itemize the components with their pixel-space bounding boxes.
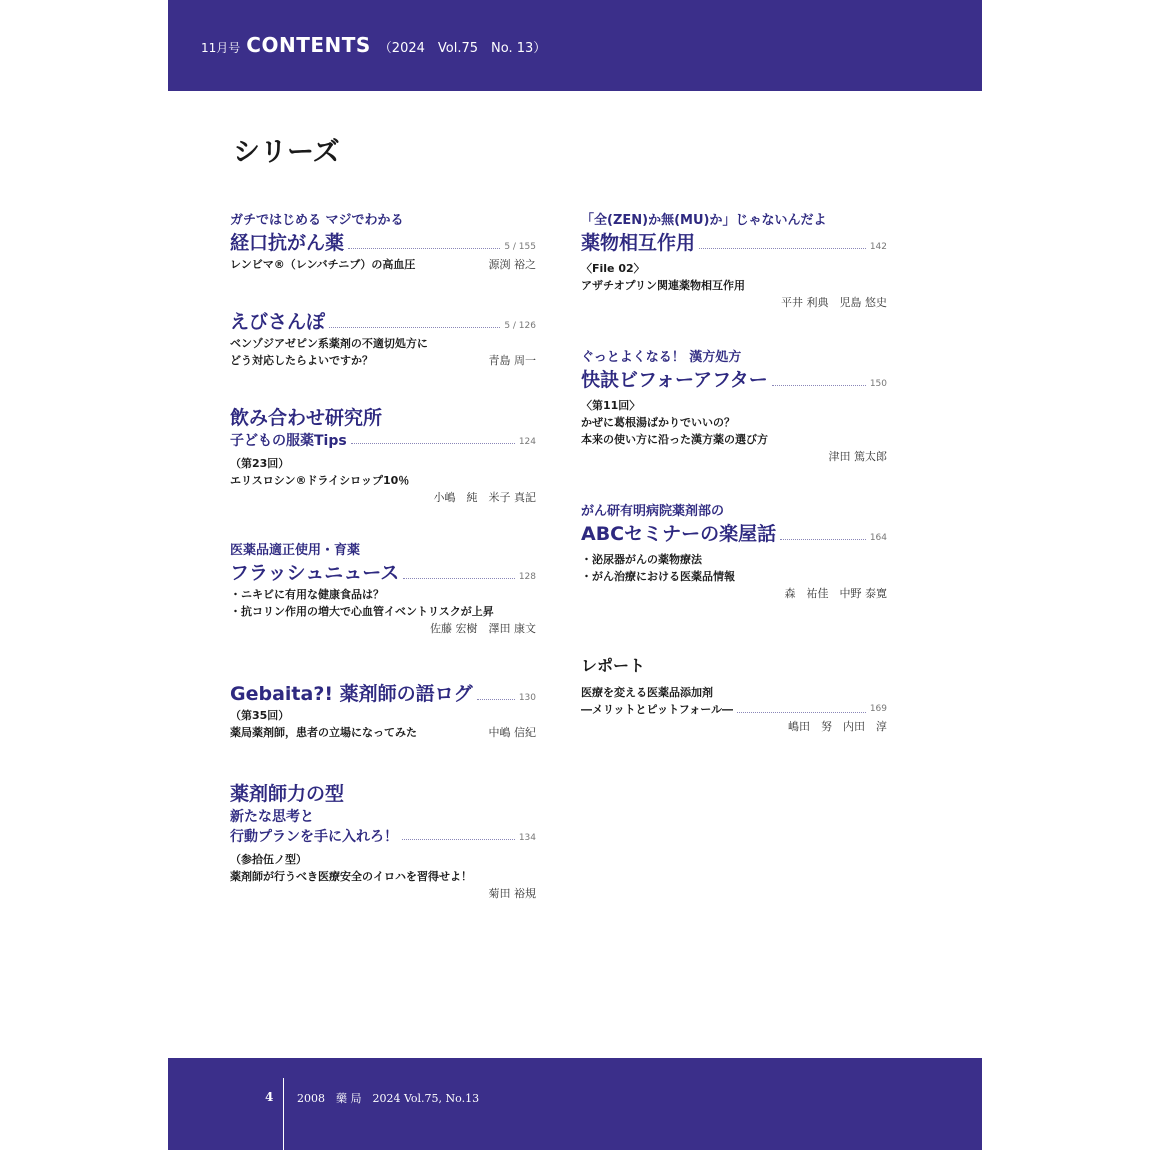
entry-desc: （第23回） <box>230 457 290 470</box>
entry-subtitle: 子どもの服薬Tips <box>230 433 347 449</box>
entry-desc: レンビマ®（レンバチニブ）の高血圧 <box>230 258 416 271</box>
entry-title: 快訣ビフォーアフター <box>581 369 768 391</box>
entry-title: Gebaita?! 薬剤師の語ログ <box>230 683 473 705</box>
entry-author: 菊田 裕規 <box>488 887 536 900</box>
report-heading: レポート <box>581 656 646 675</box>
volume-info: （2024 Vol.75 No. 13） <box>378 41 547 56</box>
page-number: 4 <box>265 1090 274 1104</box>
entry-abc-seminar[interactable] <box>581 503 887 602</box>
entry-title: えびさんぽ <box>230 311 326 333</box>
entry-desc: 本来の使い方に沿った漢方薬の選び方 <box>581 433 768 446</box>
entry-eyebrow: 医薬品適正使用・育薬 <box>230 543 361 558</box>
entry-ebisanpo[interactable] <box>230 309 536 369</box>
footer-divider <box>283 1078 284 1150</box>
entry-desc: 薬局薬剤師，患者の立場になってみた <box>230 726 417 739</box>
header-title <box>201 33 546 57</box>
entry-title: 薬物相互作用 <box>581 232 696 254</box>
entry-desc: ベンゾジアゼピン系薬剤の不適切処方に <box>230 337 428 350</box>
page-ref: 164 <box>869 533 887 543</box>
entry-title: ABCセミナーの楽屋話 <box>581 523 777 545</box>
page-ref: 5 / 155 <box>504 242 536 252</box>
entry-drug-interaction[interactable] <box>581 212 887 311</box>
entry-pharmacist-kata[interactable] <box>230 781 536 902</box>
entry-eyebrow: がん研有明病院薬剤部の <box>581 504 725 519</box>
leader-dots <box>351 443 515 444</box>
entry-oral-anticancer[interactable] <box>230 212 536 273</box>
entry-title: 飲み合わせ研究所 <box>230 407 383 429</box>
entry-kampo[interactable] <box>581 349 887 465</box>
page-ref: 124 <box>518 437 536 447</box>
entry-desc: 薬剤師が行うべき医療安全のイロハを習得せよ！ <box>230 870 472 883</box>
entry-eyebrow: 「全(ZEN)か無(MU)か」じゃないんだよ <box>581 213 827 228</box>
page-ref: 128 <box>518 572 536 582</box>
entry-author: 小嶋 純 米子 真記 <box>433 491 536 504</box>
footer-band <box>168 1058 982 1150</box>
entry-title: フラッシュニュース <box>230 562 400 584</box>
entry-gebaita[interactable] <box>230 681 536 741</box>
entry-title: 経口抗がん薬 <box>230 232 345 254</box>
entry-author: 中嶋 信紀 <box>488 726 536 739</box>
leader-dots <box>737 712 866 713</box>
right-column <box>581 212 887 735</box>
leader-dots <box>402 839 515 840</box>
entry-desc: エリスロシン®ドライシロップ10％ <box>230 474 410 487</box>
entry-desc: アザチオプリン関連薬物相互作用 <box>581 279 746 292</box>
footer-info: 2008 藥 局 2024 Vol.75, No.13 <box>297 1092 480 1105</box>
contents-label: CONTENTS <box>246 33 371 57</box>
leader-dots <box>477 699 515 700</box>
entry-author: 津田 篤太郎 <box>828 450 887 463</box>
entry-desc: 医療を変える医薬品添加剤 <box>581 686 713 699</box>
entry-desc: ・がん治療における医薬品情報 <box>581 570 735 583</box>
entry-author: 平井 利典 児島 悠史 <box>781 296 887 309</box>
entry-author: 源渕 裕之 <box>488 258 536 271</box>
entry-desc: 〈第11回〉 <box>581 399 641 412</box>
leader-dots <box>403 578 515 579</box>
page-ref: 150 <box>869 379 887 389</box>
section-title: シリーズ <box>233 137 340 168</box>
entry-desc: ・ニキビに有用な健康食品は？ <box>230 588 384 601</box>
entry-author: 青島 周一 <box>488 354 536 367</box>
entry-title: 薬剤師力の型 <box>230 783 345 805</box>
entry-nomiawase[interactable] <box>230 405 536 506</box>
leader-dots <box>348 248 500 249</box>
entry-desc: 〈File 02〉 <box>581 262 645 275</box>
entry-desc: ―メリットとピットフォール― <box>581 703 734 716</box>
entry-author: 森 祐佳 中野 泰寛 <box>784 587 887 600</box>
entry-flash-news[interactable] <box>230 542 536 637</box>
page-ref: 130 <box>518 693 536 703</box>
entry-subtitle: 新たな思考と <box>230 809 314 825</box>
page-ref: 134 <box>518 833 536 843</box>
page-ref: 142 <box>869 242 887 252</box>
entry-eyebrow: ぐっとよくなる！ 漢方処方 <box>581 350 742 365</box>
left-column <box>230 212 536 902</box>
entry-desc: どう対応したらよいですか？ <box>230 354 373 367</box>
entry-desc: かぜに葛根湯ばかりでいいの？ <box>581 416 735 429</box>
leader-dots <box>780 539 866 540</box>
page-ref: 169 <box>869 704 887 714</box>
entry-eyebrow: ガチではじめる マジでわかる <box>230 213 404 228</box>
leader-dots <box>329 327 500 328</box>
page-ref: 5 / 126 <box>504 321 536 331</box>
entry-desc: （参拾伍ノ型） <box>230 853 307 866</box>
entry-subtitle: 行動プランを手に入れろ！ <box>230 829 398 845</box>
entry-desc: ・泌尿器がんの薬物療法 <box>581 553 702 566</box>
entry-desc: （第35回） <box>230 709 290 722</box>
entry-author: 嶋田 努 内田 淳 <box>788 720 887 733</box>
entry-author: 佐藤 宏樹 澤田 康文 <box>430 622 536 635</box>
leader-dots <box>772 385 866 386</box>
issue-month: 11月号 <box>201 41 241 55</box>
leader-dots <box>699 248 866 249</box>
entry-desc: ・抗コリン作用の増大で心血管イベントリスクが上昇 <box>230 605 494 618</box>
entry-report[interactable] <box>581 654 887 735</box>
